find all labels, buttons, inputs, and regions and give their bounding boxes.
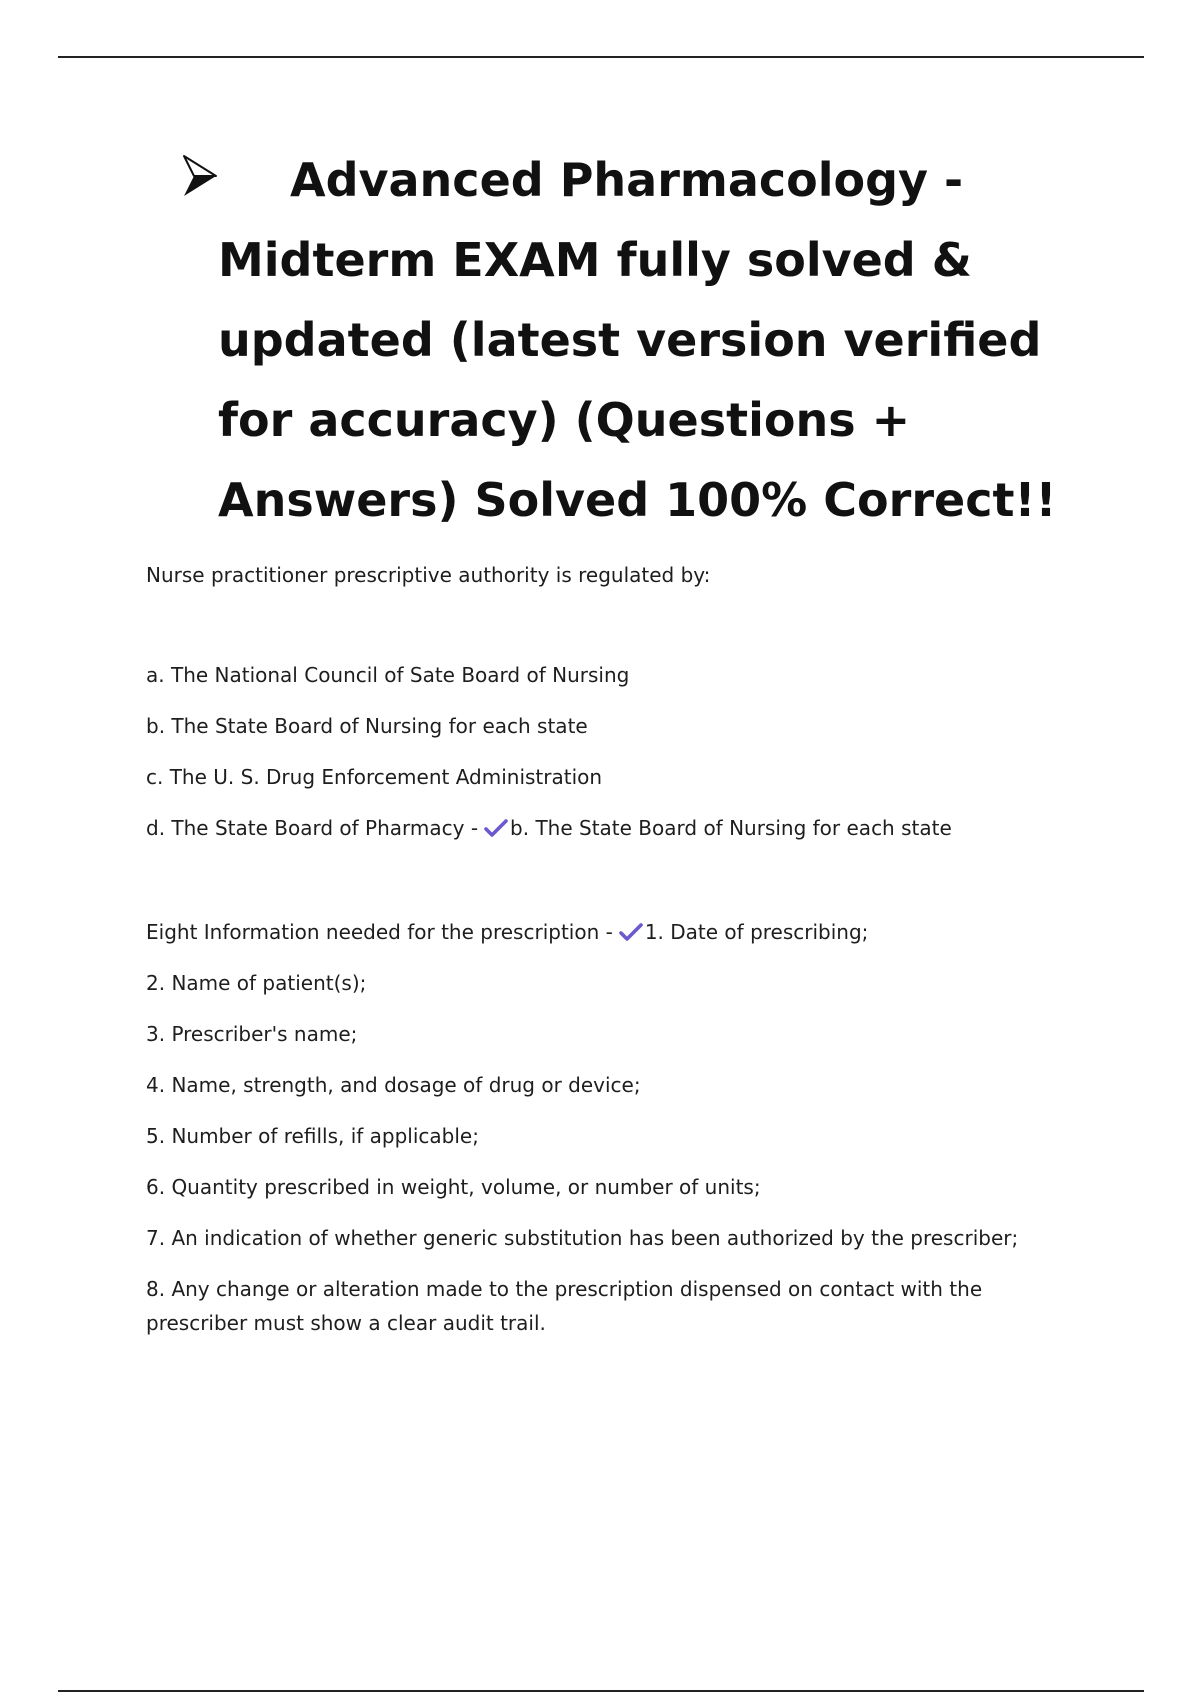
arrowhead-bullet-icon [182,154,218,198]
answer-item-4: 4. Name, strength, and dosage of drug or device; [146,1073,641,1097]
question-1-option-c: c. The U. S. Drug Enforcement Administration [146,765,603,789]
question-2 [146,915,1086,1340]
answer-item-6: 6. Quantity prescribed in weight, volume, or number of units; [146,1175,761,1199]
question-1-option-d: d. The State Board of Pharmacy - [146,816,479,840]
answer-item-3: 3. Prescriber's name; [146,1022,358,1046]
question-1-option-a: a. The National Council of Sate Board of Nursing [146,663,630,687]
answer-item-7: 7. An indication of whether generic substitution has been authorized by the prescriber; [146,1226,1019,1250]
checkmark-icon [484,818,508,838]
question-1-option-d-line [146,811,1086,845]
top-rule [58,56,1144,58]
question-1 [146,558,1086,845]
question-1-answer: b. The State Board of Nursing for each state [510,816,952,840]
answer-item-2: 2. Name of patient(s); [146,971,367,995]
answer-item-8: 8. Any change or alteration made to the prescription dispensed on contact with the prescriber must show a clear audit trail. [146,1277,983,1335]
checkmark-icon [619,922,643,942]
question-2-line [146,915,1086,949]
question-2-text: Eight Information needed for the prescription - [146,920,613,944]
document-body [146,558,1086,1340]
answer-item-5: 5. Number of refills, if applicable; [146,1124,479,1148]
question-1-text: Nurse practitioner prescriptive authority is regulated by: [146,563,711,587]
title-block [218,140,1098,540]
question-1-option-b: b. The State Board of Nursing for each state [146,714,588,738]
document-title: Advanced Pharmacology - Midterm EXAM fully solved & updated (latest version verified for accuracy) (Questions + Answers) Solved 100% Correct!! [218,153,1057,527]
bottom-rule [58,1690,1144,1692]
question-2-answer: 1. Date of prescribing; [644,920,869,944]
